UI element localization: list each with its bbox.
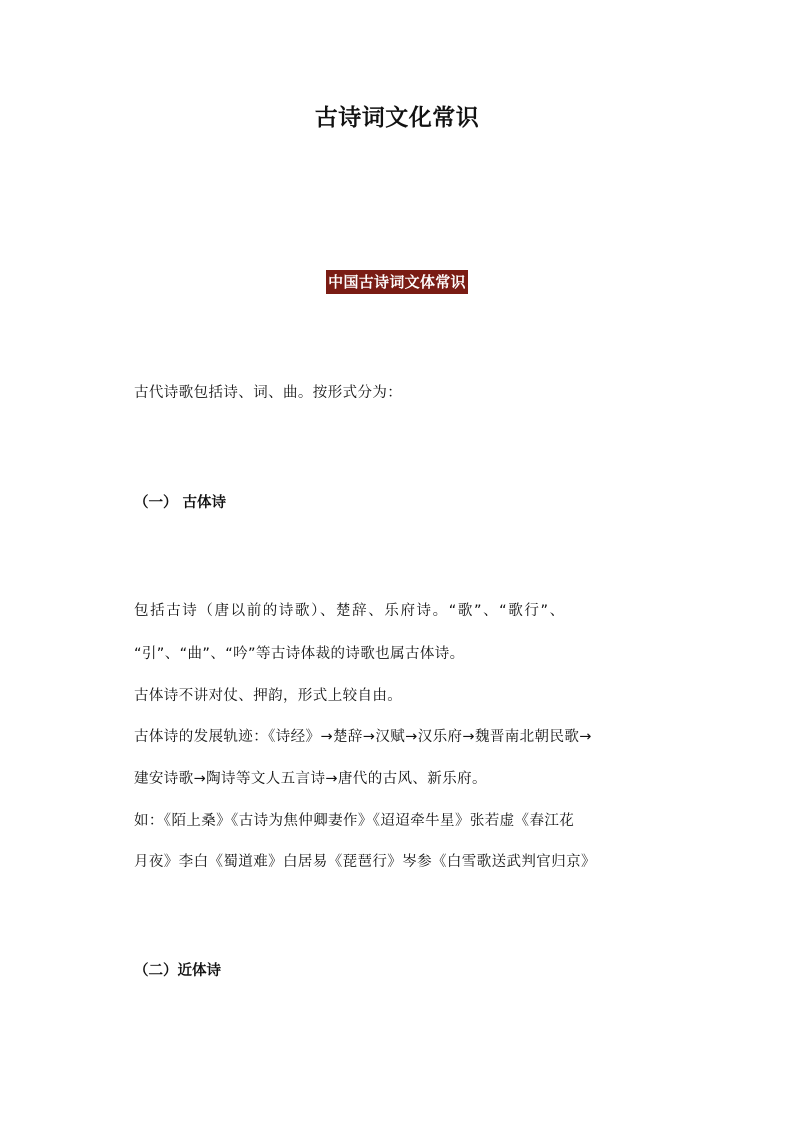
paragraph-line: 如：《陌上桑》《古诗为焦仲卿妻作》《迢迢牵牛星》张若虚《春江花 — [134, 813, 575, 829]
section-heading-modern-poetry: （二）近体诗 — [134, 963, 221, 979]
paragraph-line: 月夜》李白《蜀道难》白居易《琵琶行》岑参《白雪歌送武判官归京》 — [134, 854, 596, 870]
section-banner-container — [0, 270, 794, 294]
section-banner: 中国古诗词文体常识 — [326, 270, 468, 294]
paragraph-line: 古体诗不讲对仗、押韵，形式上较自由。 — [134, 688, 403, 704]
page-title: 古诗词文化常识 — [314, 105, 480, 131]
paragraph-line: “引”、“曲”、“吟”等古诗体裁的诗歌也属古体诗。 — [134, 646, 465, 662]
paragraph-line: 建安诗歌→陶诗等文人五言诗→唐代的古风、新乐府。 — [134, 771, 487, 787]
intro-paragraph: 古代诗歌包括诗、词、曲。按形式分为： — [134, 385, 403, 401]
paragraph-line: 包括古诗（唐以前的诗歌）、楚辞、乐府诗。“歌”、“歌行”、 — [134, 603, 566, 619]
paragraph-line: 古体诗的发展轨迹：《诗经》→楚辞→汉赋→汉乐府→魏晋南北朝民歌→ — [134, 729, 592, 745]
section-heading-ancient-poetry: （一） 古体诗 — [134, 495, 227, 511]
